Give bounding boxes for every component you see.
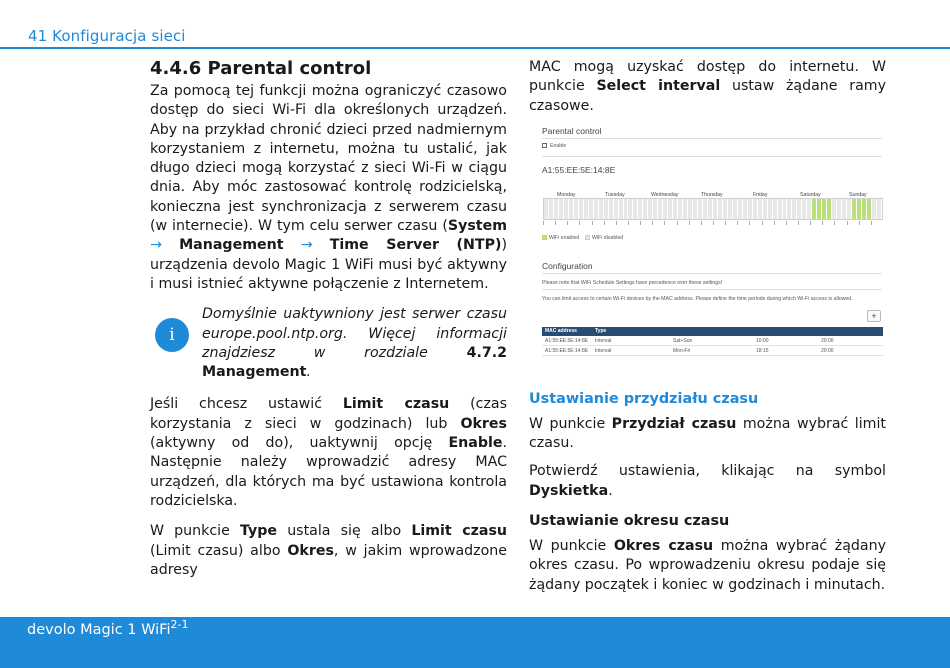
type-paragraph: W punkcie Type ustala się albo Limit czasu (Limit czasu) albo Okres, w jakim wprowadzone adresy: [150, 523, 508, 578]
day-label: Wednesday: [651, 191, 679, 198]
legend-disabled-label: WiFi disabled: [592, 234, 624, 241]
table-row[interactable]: [542, 346, 883, 356]
header-divider: [0, 47, 950, 49]
day-label: Thursday: [701, 191, 723, 198]
mac-table: [542, 327, 883, 357]
intro-paragraph: Za pomocą tej funkcji można ograniczyć czasowo dostęp do sieci Wi-Fi dla określonych urządzeń. Aby na przykład chronić dzieci przed nadmiernym korzystaniem z internetu, można tu ustalić, jak długo dzieci mogą korzystać z sieci Wi-Fi w ciągu dnia. Aby móc zastosować kontrolę rodzicielską, konieczna jest synchronizacja z serwerem czasu (w internecie). W tym celu serwer czasu (System → Management → Time Server (NTP)) urządzenia devolo Magic 1 WiFi musi być aktywny i musi istnieć aktywne połączenie z Internetem.: [150, 83, 508, 292]
configuration-heading: Configuration: [542, 260, 593, 271]
subheading-time-period: Ustawianie okresu czasu: [529, 513, 730, 530]
legend-enabled-label: WiFi enabled: [549, 234, 580, 241]
version-superscript: 2-1: [170, 618, 189, 631]
chapter-title: 41 Konfiguracja sieci: [28, 27, 186, 45]
table-cell: A1:55:EE:5E:14:8E: [542, 346, 592, 356]
table-cell: 20:00: [818, 336, 883, 346]
enable-checkbox[interactable]: [542, 143, 547, 148]
column-header: MAC address: [542, 327, 592, 336]
enable-label: Enable: [550, 142, 567, 149]
schedule-ticks: [543, 221, 883, 227]
screenshot-title: Parental control: [542, 125, 602, 136]
day-label: Monday: [557, 191, 576, 198]
day-label: Friday: [753, 191, 768, 198]
config-description: You can limit access to certain Wi-Fi devices by the MAC address. Please define the time periods during which Wi-Fi access is allowed.: [542, 295, 853, 302]
info-note-text: Domyślnie uaktywniony jest serwer czasu europe.pool.ntp.org. Więcej informacji znajdziesz w rozdziale 4.7.2 Management.: [202, 306, 507, 381]
column-header: [818, 327, 883, 336]
info-note: [150, 305, 507, 382]
period-paragraph: W punkcie Okres czasu można wybrać żądany okres czasu. Po wprowadzeniu okresu podaje się żądany początek i koniec w godzinach i minutach.: [529, 538, 886, 593]
day-label: Tuesday: [605, 191, 625, 198]
limit-paragraph: Jeśli chcesz ustawić Limit czasu (czas korzystania z sieci w godzinach) lub Okres (aktywny od do), uaktywnij opcję Enable. Następnie należy wprowadzić adresy MAC urządzeń, dla których ma być ustawiona kontrola rodzicielska.: [150, 396, 507, 509]
mac-heading: A1:55:EE:5E:14:8E: [542, 164, 616, 175]
menu-arrow-icon: →: [300, 237, 313, 254]
table-cell: Interval: [592, 336, 670, 346]
day-label: Sunday: [849, 191, 867, 198]
right-column: [529, 58, 886, 595]
parental-control-screenshot: [535, 123, 884, 373]
subheading-time-allocation: Ustawianie przydziału czasu: [529, 390, 759, 407]
divider: [542, 289, 882, 290]
legend-enabled-swatch: [542, 235, 547, 240]
table-cell: 18:15: [753, 346, 818, 356]
page-footer: [0, 617, 950, 668]
allocation-paragraph: W punkcie Przydział czasu można wybrać limit czasu.: [529, 415, 886, 452]
menu-arrow-icon: →: [150, 237, 162, 254]
confirm-paragraph: Potwierdź ustawienia, klikając na symbol Dyskietka.: [529, 463, 886, 499]
schedule-slot[interactable]: [877, 199, 882, 219]
column-header: [753, 327, 818, 336]
table-cell: Mon-Fri: [670, 346, 753, 356]
table-cell: A1:55:EE:5E:14:8E: [542, 336, 592, 346]
divider: [542, 273, 882, 274]
table-row[interactable]: [542, 336, 883, 346]
config-note: Please note that WiFi Schedule Settings have precedence over these settings!: [542, 279, 723, 286]
left-column: [150, 58, 507, 580]
schedule-bar[interactable]: [543, 198, 883, 220]
product-name: devolo Magic 1 WiFi$^{2-1}$: [27, 618, 189, 638]
column-header: [670, 327, 753, 336]
table-cell: 10:00: [753, 336, 818, 346]
table-cell: 20:00: [818, 346, 883, 356]
divider: [542, 156, 882, 157]
interval-paragraph: MAC mogą uzyskać dostęp do internetu. W punkcie Select interval ustaw żądane ramy czasowe.: [529, 59, 887, 114]
page-header: [0, 0, 950, 50]
table-cell: Sat+Sun: [670, 336, 753, 346]
column-header: Type: [592, 327, 670, 336]
table-cell: Interval: [592, 346, 670, 356]
section-heading: 4.4.6 Parental control: [150, 58, 372, 79]
info-icon: i: [155, 318, 189, 352]
day-label: Saturday: [800, 191, 821, 198]
divider: [542, 138, 882, 139]
add-entry-button[interactable]: +: [867, 310, 881, 322]
legend-disabled-swatch: [585, 235, 590, 240]
